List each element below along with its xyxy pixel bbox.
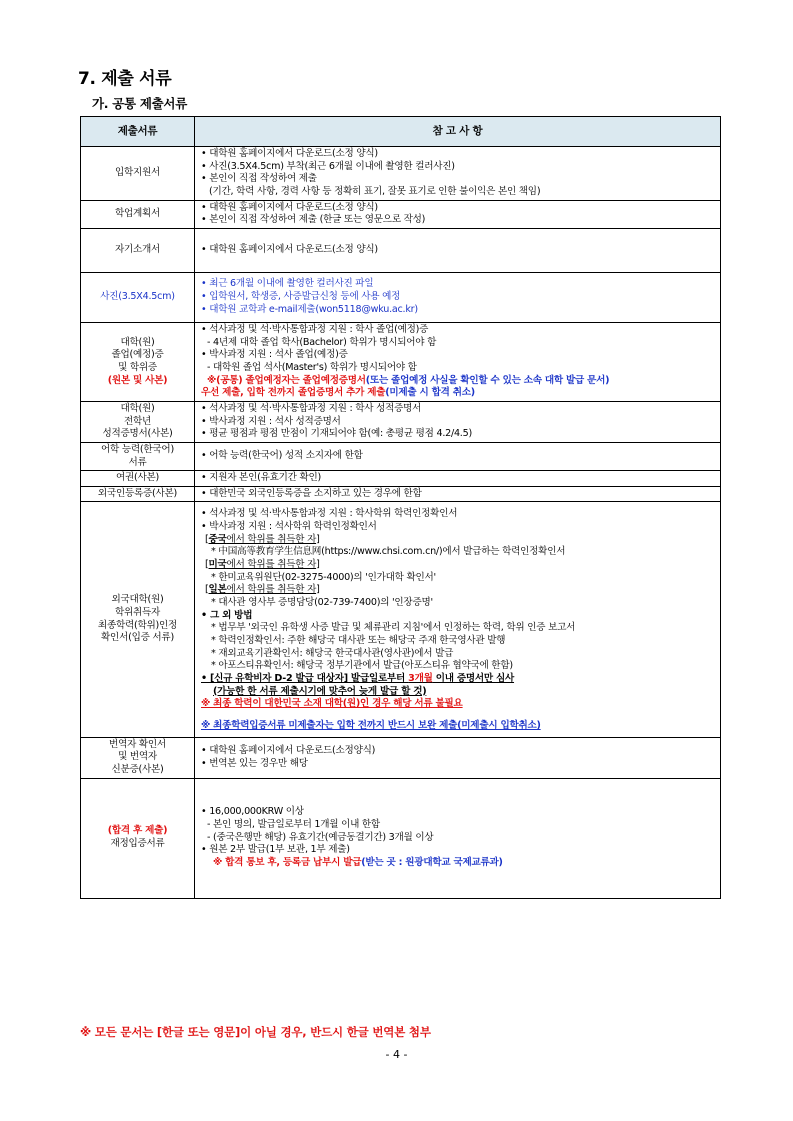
doc-name-line: 및 번역자 — [118, 751, 157, 763]
table-row — [81, 737, 721, 778]
note-line: • 본인이 직접 작성하여 제출 — [201, 173, 317, 185]
table-row — [81, 322, 721, 401]
doc-notes — [195, 401, 721, 442]
doc-notes — [195, 200, 721, 228]
doc-notes — [195, 442, 721, 470]
note-line: * 中国高等教育学生信息网(https://www.chsi.com.cn/)에서 발급하는 학력인정확인서 — [211, 546, 566, 558]
doc-notes — [195, 471, 721, 487]
spacer — [201, 711, 716, 720]
doc-notes — [195, 228, 721, 272]
doc-name-line: (원본 및 사본) — [107, 374, 168, 386]
note-line: * 한미교육위원단(02-3275-4000)의 '인가대학 확인서' — [211, 571, 436, 583]
note-line: • 박사과정 지원 : 석사 성적증명서 — [201, 415, 341, 427]
doc-notes — [195, 272, 721, 322]
note-line: [일본에서 학위를 취득한 자] — [205, 584, 320, 596]
doc-notes — [195, 147, 721, 201]
table-row — [81, 502, 721, 737]
note-line — [201, 387, 716, 400]
doc-name — [81, 502, 195, 737]
note-line: - 4년제 대학 졸업 학사(Bachelor) 학위가 명시되어야 함 — [207, 336, 437, 348]
note-line: • 석사과정 및 석·박사통합과정 지원 : 학사 성적증명서 — [201, 402, 422, 414]
documents-table — [80, 116, 721, 899]
doc-name-line: 대학(원) — [120, 402, 155, 414]
note-line: • 입학원서, 학생증, 사증발급신청 등에 사용 예정 — [201, 291, 401, 303]
doc-name — [81, 737, 195, 778]
doc-notes — [195, 322, 721, 401]
note-line: - (중국은행만 해당) 유효기간(예금동결기간) 3개월 이상 — [207, 831, 434, 843]
note-line: • 그 외 방법 — [201, 609, 253, 621]
note-line: (기간, 학력 사항, 경력 사항 등 정확히 표기, 잘못 표기로 인한 불이익은 본인 책임) — [209, 185, 541, 197]
doc-name: 학업계획서 — [81, 200, 195, 228]
table-row — [81, 228, 721, 272]
note-line: (가능한 한 서류 제출시기에 맞추어 늦게 발급 할 것) — [213, 685, 427, 697]
note-line: • 대학원 교학과 e-mail제출(won5118@wku.ac.kr) — [201, 303, 418, 315]
note-line: • 대학원 홈페이지에서 다운로드(소정양식) — [201, 744, 376, 756]
doc-name: 입학지원서 — [81, 147, 195, 201]
doc-name-line: 학위취득자 — [114, 606, 161, 618]
table-row — [81, 778, 721, 898]
note-line: • 원본 2부 발급(1부 보관, 1부 제출) — [201, 844, 350, 856]
note-text: 에서 학위를 취득한 자 — [226, 533, 317, 545]
translation-notice: ※ 모든 문서는 [한글 또는 영문]이 아닐 경우, 반드시 한글 번역본 첨부 — [80, 1025, 431, 1039]
doc-name: 사진(3.5X4.5cm) — [81, 272, 195, 322]
doc-name-line: 전학년 — [123, 415, 152, 427]
note-line: [중국에서 학위를 취득한 자] — [205, 533, 320, 545]
note-line: * 아포스티유확인서: 해당국 정부기관에서 발급(아포스티유 협약국에 한함) — [211, 660, 513, 672]
note-line: • 번역본 있는 경우만 해당 — [201, 757, 308, 769]
section-title: 7. 제출 서류 — [78, 69, 172, 89]
doc-name: 자기소개서 — [81, 228, 195, 272]
doc-name-line: 졸업(예정)증 — [111, 349, 164, 361]
note-line: - 대학원 졸업 석사(Master's) 학위가 명시되어야 함 — [207, 361, 417, 373]
doc-notes — [195, 486, 721, 502]
table-row — [81, 486, 721, 502]
doc-name-line: 최종학력(학위)인정 — [97, 619, 178, 631]
doc-name-line: 외국대학(원) — [111, 594, 164, 606]
doc-name-line: 재정입증서류 — [110, 838, 165, 850]
doc-name — [81, 442, 195, 470]
note-line — [201, 857, 716, 870]
header-documents: 제출서류 — [81, 117, 195, 147]
doc-name-line: 확인서(입증 서류) — [101, 632, 174, 644]
page-number: - 4 - — [385, 1048, 408, 1061]
doc-notes — [195, 778, 721, 898]
note-text: 이내 증명서만 심사 — [432, 673, 515, 684]
note-line: • 석사과정 및 석·박사통합과정 지원 : 학사 졸업(예정)증 — [201, 323, 429, 335]
note-red: ※ 합격 통보 후, 등록금 납부시 발급 — [213, 857, 362, 869]
doc-name-line: (합격 후 제출) — [107, 825, 168, 837]
note-line: • 본인이 직접 작성하여 제출 (한글 또는 영문으로 작성) — [201, 214, 426, 226]
note-line: • 대학원 홈페이지에서 다운로드(소정 양식) — [201, 148, 378, 159]
table-row — [81, 471, 721, 487]
note-line: - 본인 명의, 발급일로부터 1개월 이내 한함 — [207, 819, 380, 831]
doc-name — [81, 322, 195, 401]
note-line: ※ 최종 학력이 대한민국 소재 대학(원)인 경우 해당 서류 불필요 — [201, 698, 463, 710]
table-row — [81, 147, 721, 201]
doc-name-line: 신분증(사본) — [111, 763, 164, 775]
doc-name-line: 대학(원) — [120, 336, 155, 348]
note-blue: (받는 곳 : 원광대학교 국제교류과) — [361, 857, 503, 869]
table-header-row — [81, 117, 721, 147]
note-text: • [신규 유학비자 D-2 발급 대상자] 발급일로부터 — [201, 673, 409, 684]
note-line: • 16,000,000KRW 이상 — [201, 806, 304, 818]
note-line: • 어학 능력(한국어) 성적 소지자에 한함 — [201, 450, 363, 462]
note-line: * 대사관 영사부 증명담당(02-739-7400)의 '인장증명' — [211, 597, 433, 609]
table-row — [81, 442, 721, 470]
note-line: • 대학원 홈페이지에서 다운로드(소정 양식) — [201, 244, 378, 256]
table-row — [81, 401, 721, 442]
note-line: • 석사과정 및 석·박사통합과정 지원 : 학사학위 학력인정확인서 — [201, 508, 458, 520]
note-line: • 사진(3.5X4.5cm) 부착(최근 6개월 이내에 촬영한 컬러사진) — [201, 160, 455, 172]
note-blue: (또는 졸업예정 사실을 확인할 수 있는 소속 대학 발급 문서) — [365, 374, 610, 386]
note-line: ※ 최종학력입증서류 미제출자는 입학 전까지 반드시 보완 제출(미제출시 입학취소) — [201, 719, 541, 731]
table-row — [81, 272, 721, 322]
note-line — [201, 375, 716, 388]
doc-notes — [195, 502, 721, 737]
doc-name-line: 번역자 확인서 — [109, 738, 166, 750]
note-red: ※(공통) 졸업예정자는 졸업예정증명서 — [207, 374, 366, 386]
note-text: 에서 학위를 취득한 자 — [226, 559, 317, 571]
note-line: [미국에서 학위를 취득한 자] — [205, 559, 320, 571]
note-line: * 재외교육기관확인서: 해당국 한국대사관(영사관)에서 발급 — [211, 647, 454, 659]
note-line — [201, 673, 716, 686]
note-line: * 법무부 '외국인 유학생 사증 발급 및 체류관리 지침'에서 인정하는 학력, 학위 인증 보고서 — [211, 622, 576, 634]
note-blue: (미제출 시 합격 취소) — [385, 387, 475, 399]
table-row — [81, 200, 721, 228]
note-line: • 평균 평점과 평점 만점이 기재되어야 함(예: 총평균 평점 4.2/4.5) — [201, 428, 472, 440]
doc-name-line: 성적증명서(사본) — [102, 428, 173, 440]
country-japan: 일본 — [208, 584, 227, 596]
note-line: • 대한민국 외국인등록증을 소지하고 있는 경우에 한함 — [201, 487, 422, 499]
note-red: 우선 제출, 입학 전까지 졸업증명서 추가 제출 — [201, 387, 386, 399]
note-line: • 박사과정 지원 : 석사 졸업(예정)증 — [201, 349, 348, 361]
doc-name-line: 어학 능력(한국어) — [101, 443, 174, 455]
doc-name — [81, 778, 195, 898]
note-red: 3개월 — [408, 673, 433, 684]
note-line: • 최근 6개월 이내에 촬영한 컬러사진 파일 — [201, 278, 374, 290]
header-notes: 참 고 사 항 — [195, 117, 721, 147]
doc-name: 외국인등록증(사본) — [81, 486, 195, 502]
country-china: 중국 — [208, 533, 227, 545]
country-usa: 미국 — [208, 559, 227, 571]
subsection-title: 가. 공통 제출서류 — [92, 96, 187, 111]
doc-name — [81, 401, 195, 442]
note-line: • 박사과정 지원 : 석사학위 학력인정확인서 — [201, 521, 377, 533]
doc-name: 여권(사본) — [81, 471, 195, 487]
note-text: 에서 학위를 취득한 자 — [226, 584, 317, 596]
doc-name-line: 서류 — [128, 456, 147, 468]
doc-name-line: 및 학위증 — [118, 361, 157, 373]
note-line: * 학력인정확인서: 주한 해당국 대사관 또는 해당국 주재 한국영사관 발행 — [211, 635, 506, 647]
note-line: • 대학원 홈페이지에서 다운로드(소정 양식) — [201, 201, 378, 213]
doc-notes — [195, 737, 721, 778]
note-line: • 지원자 본인(유효기간 확인) — [201, 472, 321, 484]
